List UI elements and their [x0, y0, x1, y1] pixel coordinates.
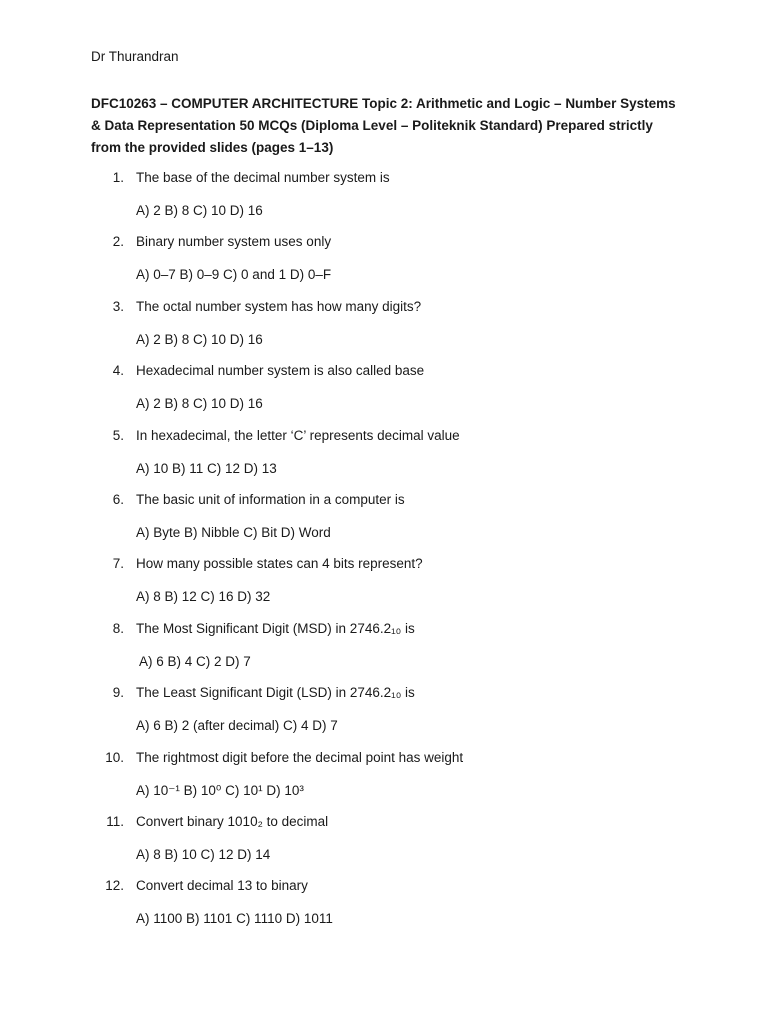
question-text: The basic unit of information in a computer is [136, 491, 405, 507]
question-item-9 [0, 684, 768, 748]
question-text: In hexadecimal, the letter ‘C’ represents decimal value [136, 427, 460, 443]
question-number: 8. [112, 620, 124, 636]
question-number: 7. [112, 556, 124, 572]
question-options: A) 8 B) 12 C) 16 D) 32 [136, 589, 271, 605]
question-list [0, 169, 768, 942]
question-options: A) Byte B) Nibble C) Bit D) Word [136, 524, 331, 540]
question-text: The octal number system has how many digits? [136, 298, 422, 314]
question-text: Hexadecimal number system is also called base [136, 363, 425, 379]
question-number: 3. [112, 298, 124, 314]
question-options: A) 2 B) 8 C) 10 D) 16 [136, 331, 263, 347]
question-number: 6. [112, 491, 124, 507]
question-text: The base of the decimal number system is [136, 170, 390, 185]
question-text: Convert decimal 13 to binary [136, 878, 308, 894]
question-text: The Least Significant Digit (LSD) in 2746.2₁₀ is [136, 685, 415, 701]
question-item-11 [0, 813, 768, 877]
question-options: A) 6 B) 2 (after decimal) C) 4 D) 7 [136, 718, 338, 734]
question-options: A) 1100 B) 1101 C) 1110 D) 1011 [136, 911, 333, 927]
question-number: 4. [112, 363, 124, 379]
author-name: Dr Thurandran [91, 49, 179, 64]
question-options: A) 10⁻¹ B) 10⁰ C) 10¹ D) 10³ [136, 782, 304, 798]
question-number: 10. [105, 749, 124, 765]
question-options: A) 0–7 B) 0–9 C) 0 and 1 D) 0–F [136, 267, 332, 283]
question-number: 12. [105, 878, 124, 894]
question-options: A) 2 B) 8 C) 10 D) 16 [136, 203, 263, 218]
question-item-1 [0, 169, 768, 233]
question-item-8 [0, 620, 768, 684]
question-item-10 [0, 749, 768, 813]
question-options: A) 10 B) 11 C) 12 D) 13 [136, 460, 277, 476]
question-text: How many possible states can 4 bits represent? [136, 556, 423, 572]
question-options: A) 6 B) 4 C) 2 D) 7 [139, 653, 251, 669]
question-text: The rightmost digit before the decimal point has weight [136, 749, 464, 765]
question-options: A) 2 B) 8 C) 10 D) 16 [136, 396, 263, 412]
question-item-6 [0, 491, 768, 555]
question-item-7 [0, 555, 768, 619]
question-item-4 [0, 362, 768, 426]
document-heading: DFC10263 – COMPUTER ARCHITECTURE Topic 2: Arithmetic and Logic – Number Systems & Data Representation 50 MCQs (Diploma Level – Politeknik Standard) Prepared strictly from the provided slides (pages 1–13) [91, 96, 676, 155]
question-number: 11. [106, 813, 124, 829]
question-item-12 [0, 877, 768, 941]
question-number: 5. [112, 427, 124, 443]
question-item-2 [0, 233, 768, 297]
question-options: A) 8 B) 10 C) 12 D) 14 [136, 846, 271, 862]
question-text: The Most Significant Digit (MSD) in 2746.2₁₀ is [136, 620, 415, 636]
question-item-5 [0, 427, 768, 491]
question-text: Convert binary 1010₂ to decimal [136, 813, 329, 829]
question-text: Binary number system uses only [136, 234, 332, 250]
question-number: 2. [112, 234, 124, 250]
question-number: 9. [112, 685, 124, 701]
question-number: 1. [112, 170, 124, 185]
question-item-3 [0, 298, 768, 362]
